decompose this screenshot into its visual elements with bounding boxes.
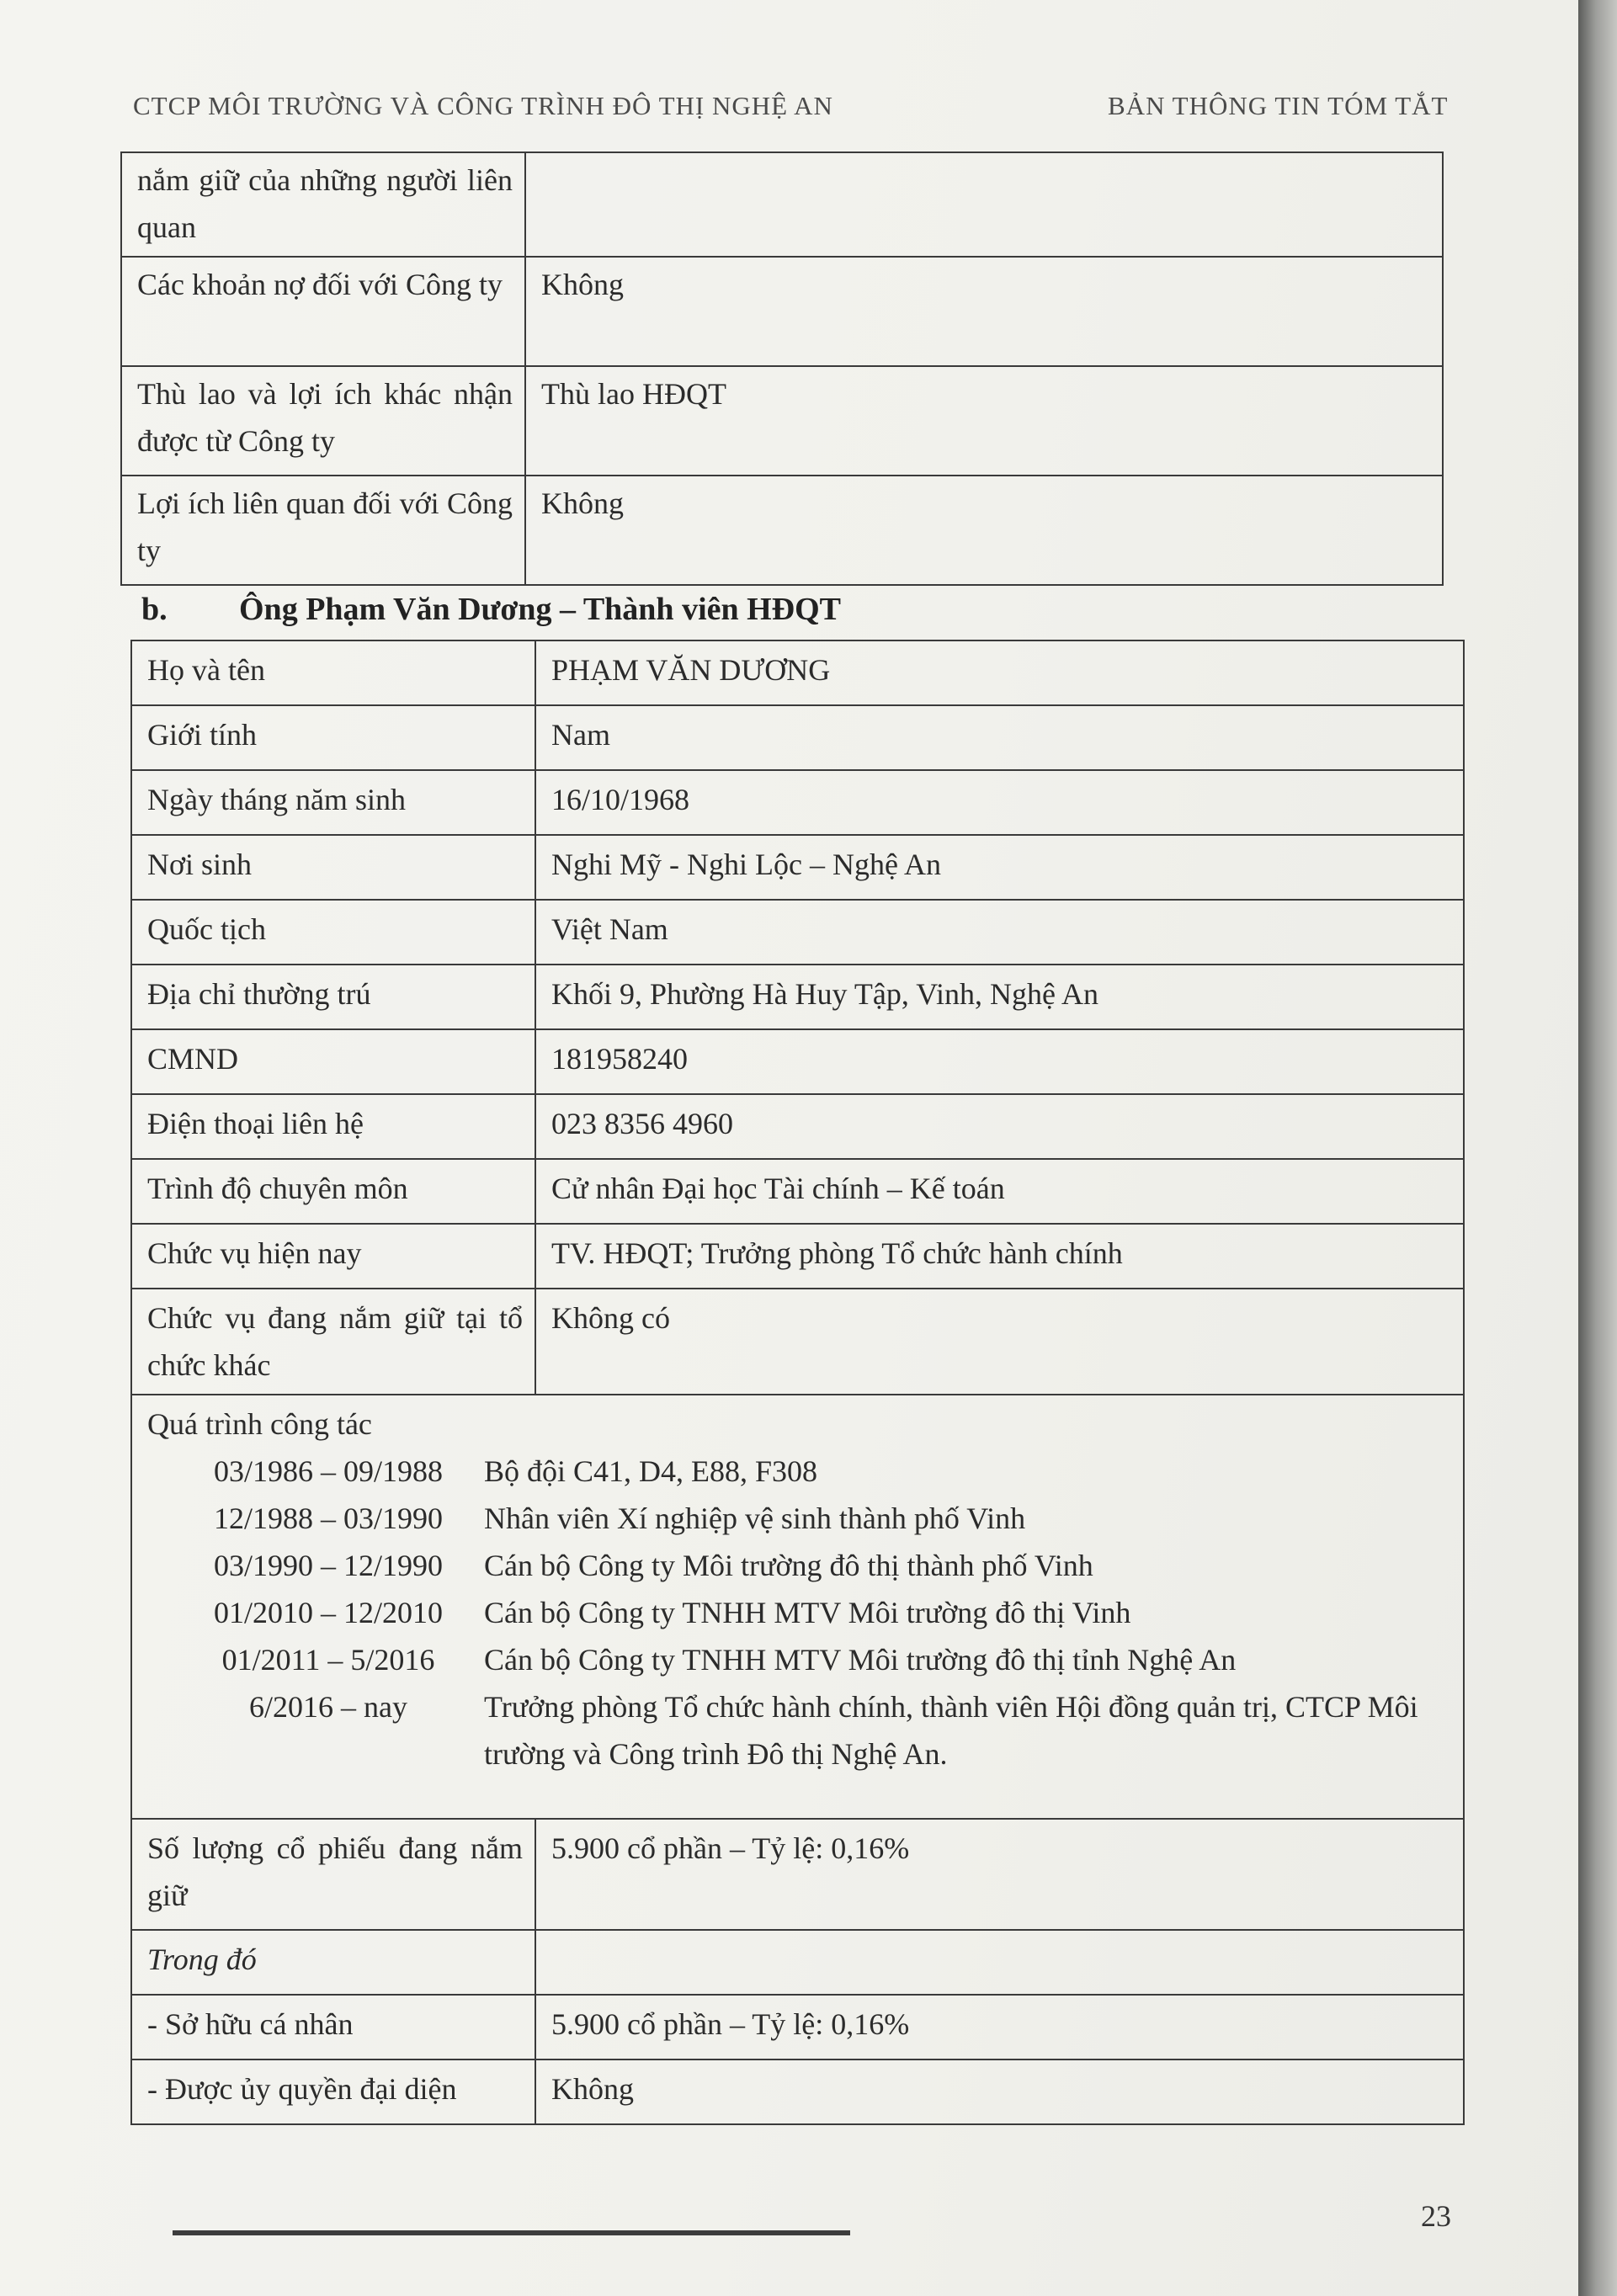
row-value: Khối 9, Phường Hà Huy Tập, Vinh, Nghệ An <box>535 965 1464 1029</box>
row-label: Họ và tên <box>131 640 535 705</box>
table-row <box>131 1094 1464 1159</box>
table-row <box>131 1930 1464 1995</box>
row-value: Không <box>525 476 1443 585</box>
row-label: - Sở hữu cá nhân <box>131 1995 535 2059</box>
row-value <box>525 152 1443 257</box>
work-desc: Bộ đội C41, D4, E88, F308 <box>484 1454 818 1488</box>
table-row <box>131 835 1464 900</box>
table-row <box>131 705 1464 770</box>
row-value: Không có <box>535 1289 1464 1395</box>
work-desc: Trưởng phòng Tổ chức hành chính, thành viên Hội đồng quản trị, CTCP Môi trường và Công trình Đô thị Nghệ An. <box>484 1690 1418 1771</box>
table-row <box>121 366 1443 476</box>
table-row <box>131 1289 1464 1395</box>
section-title: Ông Phạm Văn Dương – Thành viên HĐQT <box>239 592 842 627</box>
row-value: PHẠM VĂN DƯƠNG <box>535 640 1464 705</box>
work-desc: Nhân viên Xí nghiệp vệ sinh thành phố Vinh <box>484 1501 1026 1535</box>
row-label: - Được ủy quyền đại diện <box>131 2059 535 2124</box>
row-value <box>535 1930 1464 1995</box>
row-label: Các khoản nợ đối với Công ty <box>121 257 525 366</box>
table-row <box>121 257 1443 366</box>
work-history-cell <box>131 1395 1464 1819</box>
row-value: 5.900 cổ phần – Tỷ lệ: 0,16% <box>535 1995 1464 2059</box>
row-value: Thù lao HĐQT <box>525 366 1443 476</box>
page-number: 23 <box>1421 2199 1451 2233</box>
row-label: Số lượng cổ phiếu đang nắm giữ <box>131 1819 535 1930</box>
row-label: Trong đó <box>131 1930 535 1995</box>
work-desc: Cán bộ Công ty TNHH MTV Môi trường đô thị Vinh <box>484 1596 1131 1629</box>
table-row <box>121 152 1443 257</box>
page-edge-shadow <box>1578 0 1617 2296</box>
table-row <box>131 1029 1464 1094</box>
work-period: 03/1990 – 12/1990 <box>213 1549 443 1582</box>
row-label: Ngày tháng năm sinh <box>131 770 535 835</box>
table-row <box>131 770 1464 835</box>
row-value: Nghi Mỹ - Nghi Lộc – Nghệ An <box>535 835 1464 900</box>
work-entry <box>147 1589 1451 1636</box>
table-row <box>131 900 1464 965</box>
table-row-work-history <box>131 1395 1464 1819</box>
work-desc: Cán bộ Công ty Môi trường đô thị thành phố Vinh <box>484 1549 1093 1582</box>
header-company: CTCP MÔI TRƯỜNG VÀ CÔNG TRÌNH ĐÔ THỊ NGHỆ AN <box>133 91 833 120</box>
row-label: Thù lao và lợi ích khác nhận được từ Công ty <box>121 366 525 476</box>
work-period: 01/2010 – 12/2010 <box>213 1596 443 1629</box>
table-row <box>131 1819 1464 1930</box>
row-value: Không <box>535 2059 1464 2124</box>
work-history-label: Quá trình công tác <box>147 1407 372 1441</box>
row-value: 5.900 cổ phần – Tỷ lệ: 0,16% <box>535 1819 1464 1930</box>
row-label: Nơi sinh <box>131 835 535 900</box>
row-value: Nam <box>535 705 1464 770</box>
work-period: 6/2016 – nay <box>249 1690 407 1724</box>
row-label: Lợi ích liên quan đối với Công ty <box>121 476 525 585</box>
row-label: nắm giữ của những người liên quan <box>121 152 525 257</box>
work-desc: Cán bộ Công ty TNHH MTV Môi trường đô thị tỉnh Nghệ An <box>484 1643 1237 1677</box>
row-value: TV. HĐQT; Trưởng phòng Tổ chức hành chính <box>535 1224 1464 1289</box>
table-row <box>131 965 1464 1029</box>
table-row <box>131 640 1464 705</box>
table-row <box>131 1159 1464 1224</box>
work-entry <box>147 1683 1451 1778</box>
work-entry <box>147 1448 1451 1495</box>
section-label: b. <box>141 592 168 627</box>
row-label: Điện thoại liên hệ <box>131 1094 535 1159</box>
row-value: Không <box>525 257 1443 366</box>
row-label: Quốc tịch <box>131 900 535 965</box>
table-previous-member <box>120 151 1444 586</box>
section-heading <box>141 591 841 628</box>
row-label: Địa chỉ thường trú <box>131 965 535 1029</box>
table-row <box>131 2059 1464 2124</box>
work-period: 12/1988 – 03/1990 <box>213 1501 443 1535</box>
table-row <box>121 476 1443 585</box>
row-value: 16/10/1968 <box>535 770 1464 835</box>
header-doc-title: BẢN THÔNG TIN TÓM TẮT <box>1108 91 1449 120</box>
work-period: 01/2011 – 5/2016 <box>221 1643 435 1677</box>
row-label: CMND <box>131 1029 535 1094</box>
row-value: 023 8356 4960 <box>535 1094 1464 1159</box>
work-entry <box>147 1636 1451 1683</box>
row-value: Cử nhân Đại học Tài chính – Kế toán <box>535 1159 1464 1224</box>
row-label: Giới tính <box>131 705 535 770</box>
row-label: Chức vụ đang nắm giữ tại tổ chức khác <box>131 1289 535 1395</box>
row-label: Chức vụ hiện nay <box>131 1224 535 1289</box>
work-entry <box>147 1542 1451 1589</box>
table-row <box>131 1995 1464 2059</box>
work-entry <box>147 1495 1451 1542</box>
row-value: Việt Nam <box>535 900 1464 965</box>
row-value: 181958240 <box>535 1029 1464 1094</box>
work-period: 03/1986 – 09/1988 <box>213 1454 443 1488</box>
footer-rule <box>173 2230 850 2235</box>
row-label: Trình độ chuyên môn <box>131 1159 535 1224</box>
table-row <box>131 1224 1464 1289</box>
table-member-profile <box>130 640 1465 2125</box>
